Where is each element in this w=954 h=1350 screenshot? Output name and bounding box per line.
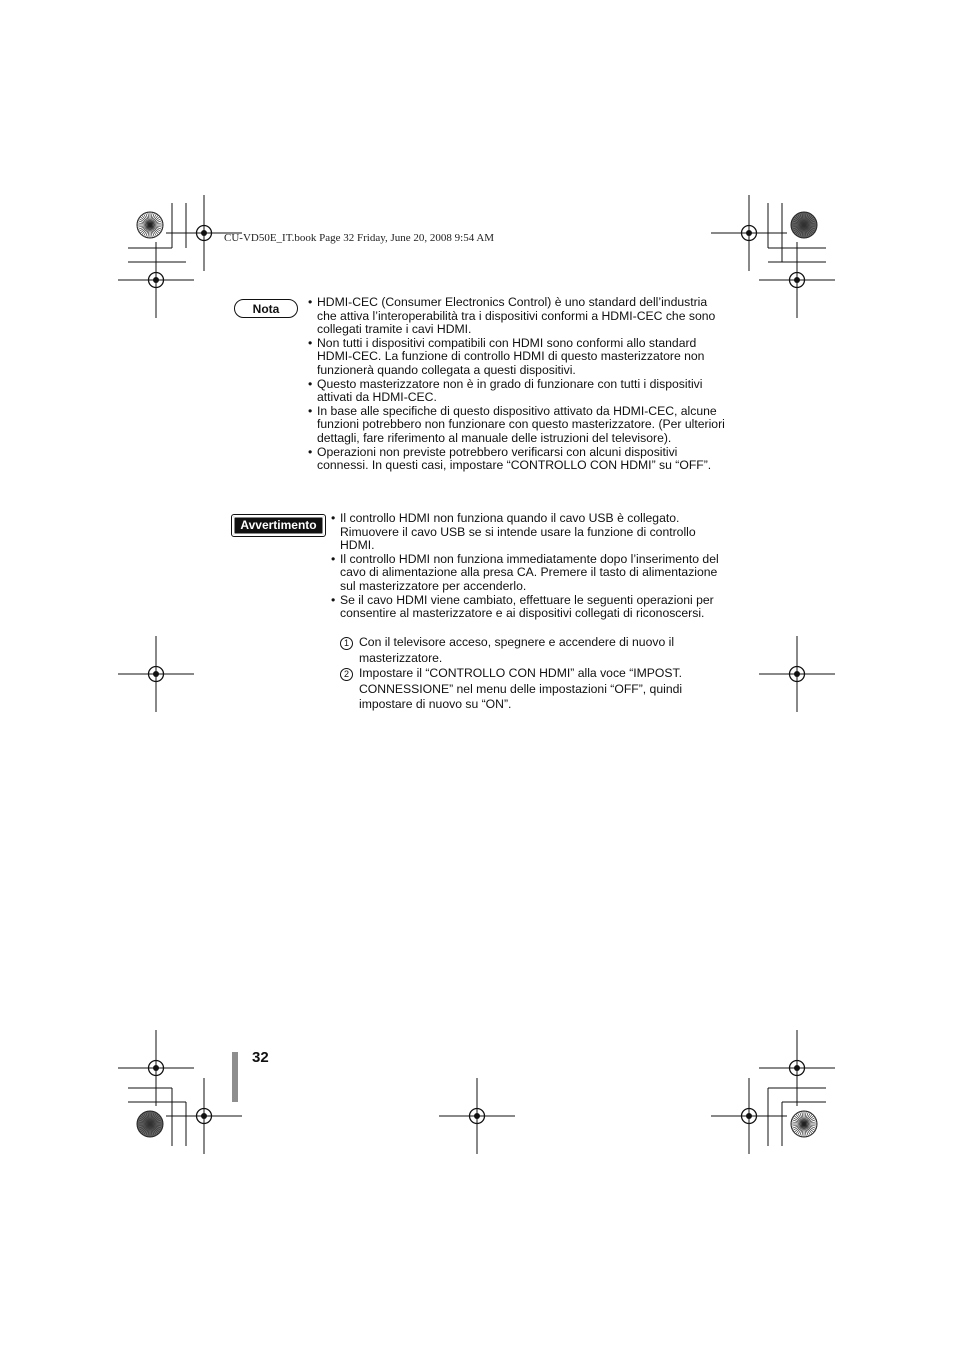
starburst-target <box>791 1111 817 1137</box>
page-number: 32 <box>252 1049 269 1066</box>
list-item: • Non tutti i dispositivi compatibili con HDMI sono conformi allo standard HDMI-CEC. La funzione di controllo HDMI di questo masterizzatore non funzionerà quando collegata a questi dispositivi. <box>308 335 705 377</box>
starburst-target <box>137 1111 163 1137</box>
step-item: 2 Impostare il “CONTROLLO CON HDMI” alla voce “IMPOST. CONNESSIONE” nel menu delle impostazioni “OFF”, quindi impostare di nuovo su “ON”. <box>340 666 728 713</box>
steps-list <box>340 635 728 713</box>
starburst-target <box>791 212 817 238</box>
list-item: • Operazioni non previste potrebbero verificarsi con alcuni dispositivi connessi. In questi casi, impostare “CONTROLLO CON HDMI” su “OFF”. <box>308 444 712 473</box>
list-item: • In base alle specifiche di questo dispositivo attivato da HDMI-CEC, alcune funzioni potrebbero non funzionare con questo masterizzatore. (Per ulteriori dettagli, fare riferimento al manuale delle istruzioni del televisore). <box>308 403 725 445</box>
starburst-target <box>137 212 163 238</box>
avvertimento-list <box>331 512 728 621</box>
list-item: • HDMI-CEC (Consumer Electronics Control) è uno standard dell’industria che attiva l’interoperabilità tra i dispositivi conformi a HDMI-CEC che sono collegati tramite i cavi HDMI. <box>308 295 716 337</box>
nota-list <box>308 296 728 473</box>
registration-mark <box>759 636 835 712</box>
registration-mark <box>759 242 835 318</box>
page-edge-bar <box>232 1052 238 1102</box>
registration-mark <box>439 1078 515 1154</box>
steps-block <box>340 635 728 713</box>
registration-mark <box>118 242 194 318</box>
registration-mark <box>166 1078 242 1154</box>
list-item: • Il controllo HDMI non funziona immediatamente dopo l’inserimento del cavo di alimentazione alla presa CA. Premere il tasto di alimentazione sul masterizzatore per accenderlo. <box>331 551 719 593</box>
registration-mark <box>118 1030 194 1106</box>
nota-badge: Nota <box>234 299 298 318</box>
step-number-icon: 2 <box>340 668 353 681</box>
list-item: • Questo masterizzatore non è in grado di funzionare con tutti i dispositivi attivati da HDMI-CEC. <box>308 376 703 405</box>
file-header: CU-VD50E_IT.book Page 32 Friday, June 20, 2008 9:54 AM <box>224 232 495 244</box>
list-item: • Il controllo HDMI non funziona quando il cavo USB è collegato. Rimuovere il cavo USB se si intende usare la funzione di controllo HDMI. <box>331 511 696 553</box>
step-number-icon: 1 <box>340 637 353 650</box>
registration-mark <box>118 636 194 712</box>
list-item: • Se il cavo HDMI viene cambiato, effettuare le seguenti operazioni per consentire al masterizzatore e ai dispositivi collegati di riconoscersi. <box>331 592 714 621</box>
step-item: 1 Con il televisore acceso, spegnere e accendere di nuovo il masterizzatore. <box>340 635 728 666</box>
registration-mark <box>711 195 787 271</box>
registration-mark <box>711 1078 787 1154</box>
registration-mark <box>759 1030 835 1106</box>
avvertimento-badge: Avvertimento <box>233 516 324 535</box>
